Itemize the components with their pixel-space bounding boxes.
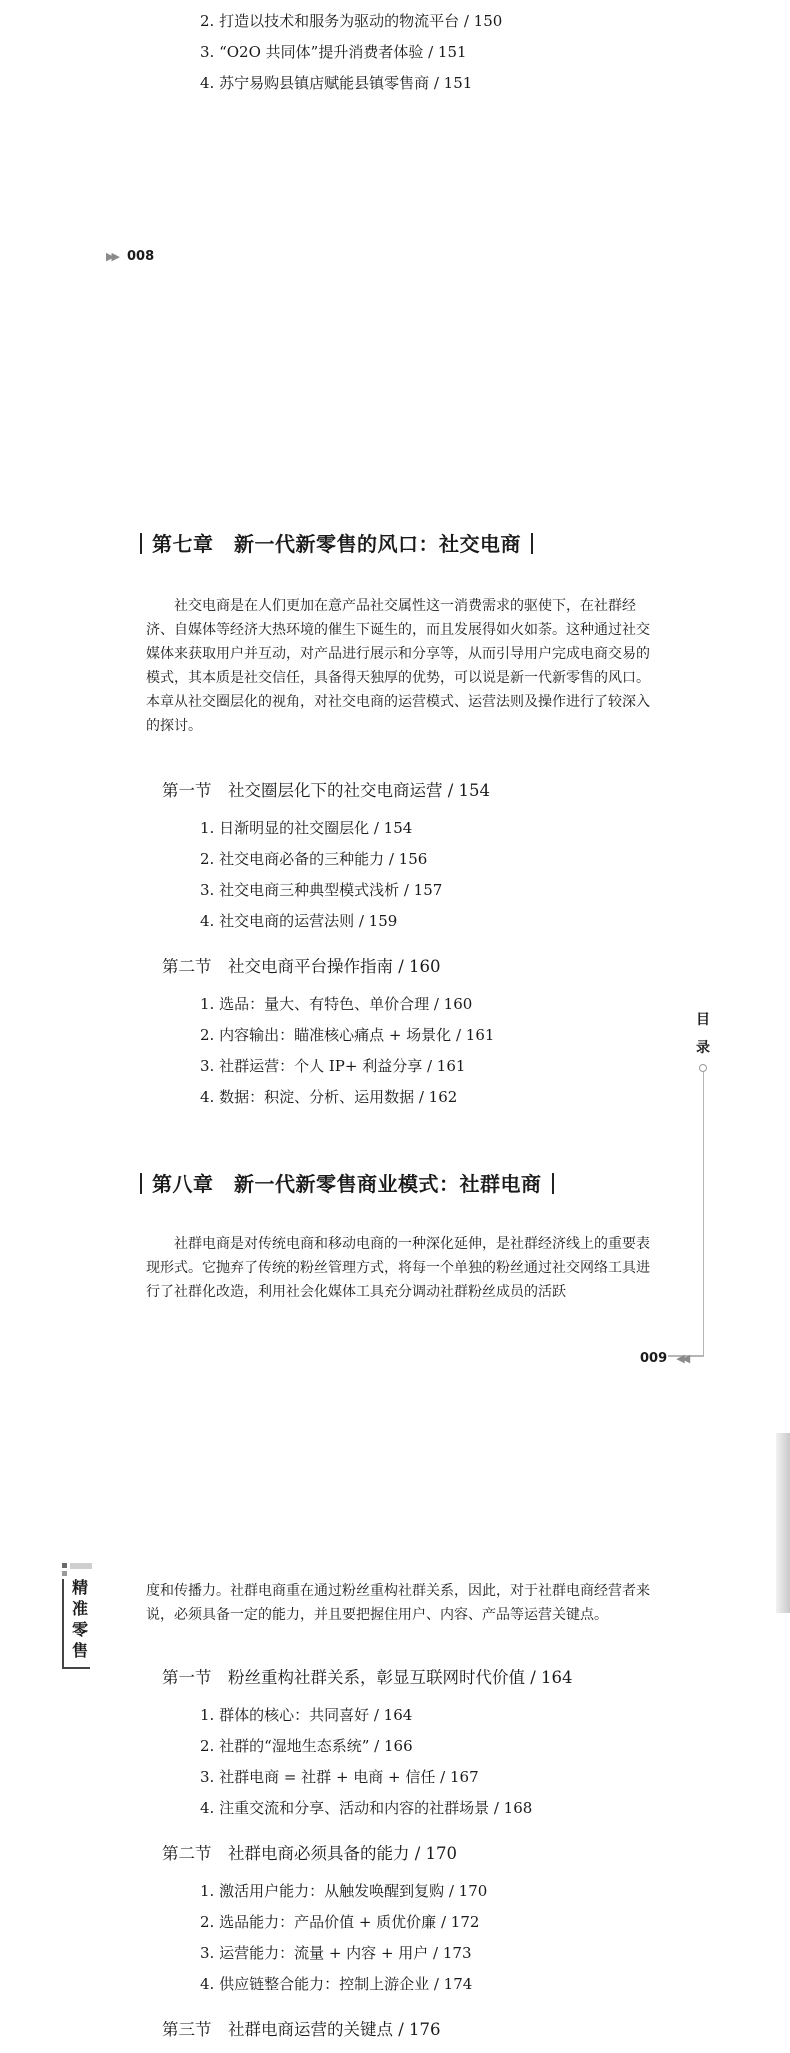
section-title: 第三节 社群电商运营的关键点 / 176 bbox=[162, 2020, 441, 2039]
chapter-bar-left bbox=[140, 1173, 142, 1194]
toc-item: 2. 打造以技术和服务为驱动的物流平台 / 150 bbox=[200, 12, 503, 30]
page-number-left bbox=[106, 245, 154, 264]
toc-item: 4. 供应链整合能力：控制上游企业 / 174 bbox=[200, 1975, 473, 1993]
page-number-label: 009 bbox=[640, 1351, 668, 1366]
chapter-intro: 社交电商是在人们更加在意产品社交属性这一消费需求的驱使下，在社群经济、自媒体等经济大热环境的催生下诞生的，而且发展得如火如荼。这种通过社交媒体来获取用户并互动，对产品进行展示和分享等，从而引导用户完成电商交易的模式，其本质是社交信任，具备得天独厚的优势，可以说是新一代新零售的风口。本章从社交圈层化的视角，对社交电商的运营模式、运营法则及操作进行了较深入的探讨。 bbox=[146, 598, 650, 734]
toc-item: 2. 选品能力：产品价值 + 质优价廉 / 172 bbox=[200, 1913, 480, 1931]
toc-item: 4. 社交电商的运营法则 / 159 bbox=[200, 912, 398, 930]
chapter-intro-continued: 度和传播力。社群电商重在通过粉丝重构社群关系，因此，对于社群电商经营者来说，必须具备一定的能力，并且要把握住用户、内容、产品等运营关键点。 bbox=[146, 1583, 650, 1623]
toc-item: 2. 社交电商必备的三种能力 / 156 bbox=[200, 850, 428, 868]
chapter-heading bbox=[140, 1168, 554, 1197]
toc-item: 4. 苏宁易购县镇店赋能县镇零售商 / 151 bbox=[200, 74, 473, 92]
toc-item: 1. 日渐明显的社交圈层化 / 154 bbox=[200, 819, 413, 837]
double-arrow-left-icon: ◀◀ bbox=[676, 1352, 688, 1365]
side-tab-char: 录 bbox=[696, 1040, 710, 1056]
side-tab-bar bbox=[70, 1563, 92, 1569]
toc-item: 1. 选品：量大、有特色、单价合理 / 160 bbox=[200, 995, 473, 1013]
toc-item: 2. 内容输出：瞄准核心痛点 + 场景化 / 161 bbox=[200, 1026, 495, 1044]
page-number-label: 008 bbox=[127, 249, 155, 264]
side-tab-border bbox=[62, 1579, 64, 1669]
toc-item: 4. 注重交流和分享、活动和内容的社群场景 / 168 bbox=[200, 1799, 533, 1817]
side-tab-char: 准 bbox=[71, 1599, 88, 1618]
toc-item: 1. 激活用户能力：从触发唤醒到复购 / 170 bbox=[200, 1882, 488, 1900]
page-edge-shadow bbox=[776, 1433, 790, 1613]
chapter-bar-right bbox=[531, 533, 533, 554]
side-tab-char: 目 bbox=[696, 1012, 710, 1028]
section-title: 第一节 社交圈层化下的社交电商运营 / 154 bbox=[162, 781, 491, 800]
chapter-intro: 社群电商是对传统电商和移动电商的一种深化延伸，是社群经济线上的重要表现形式。它抛弃了传统的粉丝管理方式，将每一个单独的粉丝通过社交网络工具进行了社群化改造，利用社会化媒体工具充分调动社群粉丝成员的活跃 bbox=[146, 1236, 650, 1300]
toc-item: 3. 社交电商三种典型模式浅析 / 157 bbox=[200, 881, 443, 899]
toc-item: 2. 社群的“湿地生态系统” / 166 bbox=[200, 1737, 413, 1755]
chapter-bar-left bbox=[140, 533, 142, 554]
side-tab-book-title bbox=[62, 1563, 92, 1669]
side-tab-text bbox=[70, 1577, 90, 1661]
side-tab-contents bbox=[693, 1006, 713, 1062]
toc-item: 3. “O2O 共同体”提升消费者体验 / 151 bbox=[200, 43, 467, 61]
toc-item: 1. 群体的核心：共同喜好 / 164 bbox=[200, 1706, 413, 1724]
toc-item: 4. 数据：积淀、分析、运用数据 / 162 bbox=[200, 1088, 458, 1106]
side-tab-marker bbox=[699, 1064, 707, 1072]
toc-item: 3. 运营能力：流量 + 内容 + 用户 / 173 bbox=[200, 1944, 472, 1962]
side-tab-char: 零 bbox=[71, 1620, 88, 1639]
side-tab-char: 售 bbox=[71, 1641, 88, 1660]
double-arrow-right-icon: ▶▶ bbox=[106, 250, 117, 263]
page-number-right bbox=[640, 1347, 687, 1366]
chapter-bar-right bbox=[552, 1173, 554, 1194]
toc-item: 3. 社群运营：个人 IP+ 利益分享 / 161 bbox=[200, 1057, 466, 1075]
side-tab-deco bbox=[62, 1571, 67, 1576]
side-tab-deco bbox=[62, 1563, 67, 1568]
side-tab-border bbox=[62, 1667, 90, 1669]
toc-item: 3. 社群电商 = 社群 + 电商 + 信任 / 167 bbox=[200, 1768, 479, 1786]
section-title: 第二节 社交电商平台操作指南 / 160 bbox=[162, 957, 441, 976]
chapter-title: 第七章 新一代新零售的风口：社交电商 bbox=[152, 532, 521, 556]
section-title: 第二节 社群电商必须具备的能力 / 170 bbox=[162, 1844, 458, 1863]
chapter-heading bbox=[140, 528, 533, 557]
section-title: 第一节 粉丝重构社群关系，彰显互联网时代价值 / 164 bbox=[162, 1668, 573, 1687]
side-guide-line bbox=[703, 1072, 705, 1355]
chapter-title: 第八章 新一代新零售商业模式：社群电商 bbox=[152, 1172, 542, 1196]
side-tab-char: 精 bbox=[71, 1578, 88, 1597]
